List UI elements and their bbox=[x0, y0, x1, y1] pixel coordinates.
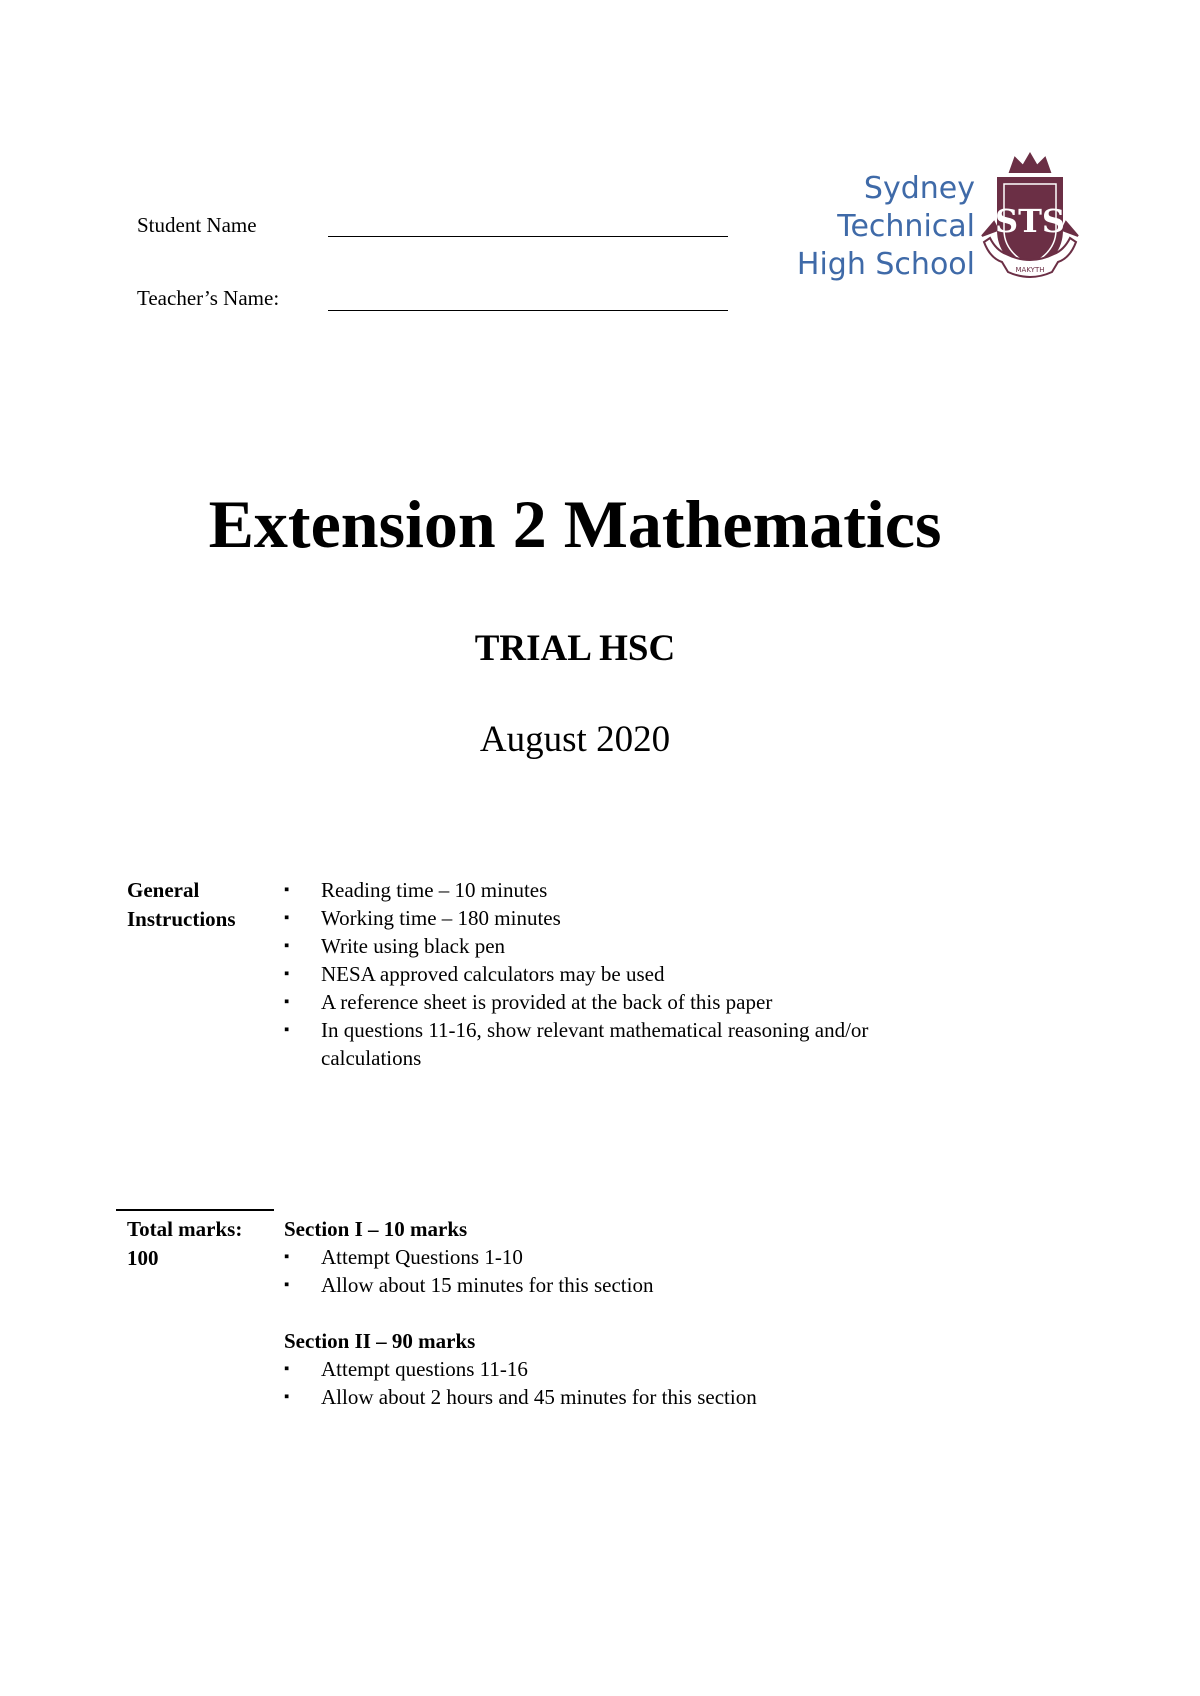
student-name-line[interactable] bbox=[328, 236, 728, 237]
section-2-heading: Section II – 90 marks bbox=[284, 1329, 476, 1353]
logo-line-3: High School bbox=[796, 247, 975, 282]
list-item: ▪ Attempt Questions 1-10 bbox=[284, 1245, 523, 1269]
list-item: ▪ NESA approved calculators may be used bbox=[284, 962, 665, 986]
exam-date: August 2020 bbox=[479, 719, 671, 760]
section-2-list bbox=[284, 1355, 984, 1411]
crest-motto: MAKYTH bbox=[1015, 266, 1045, 274]
school-logo bbox=[790, 150, 1085, 285]
general-instructions-list bbox=[284, 876, 984, 1072]
section-1-list bbox=[284, 1243, 984, 1299]
list-item: ▪ Write using black pen bbox=[284, 934, 506, 958]
list-item: ▪ Allow about 2 hours and 45 minutes for this section bbox=[284, 1385, 757, 1409]
section-1-heading: Section I – 10 marks bbox=[284, 1217, 468, 1241]
total-marks-heading: Total marks: 100 bbox=[127, 1217, 243, 1270]
general-instructions-heading: General Instructions bbox=[127, 878, 236, 931]
total-marks-rule bbox=[116, 1209, 274, 1211]
logo-line-2: Technical bbox=[837, 209, 975, 244]
teacher-name-label: Teacher’s Name: bbox=[137, 286, 280, 310]
list-item: ▪ A reference sheet is provided at the back of this paper bbox=[284, 990, 773, 1014]
list-item: ▪ Reading time – 10 minutes bbox=[284, 878, 548, 902]
list-item: ▪ Working time – 180 minutes bbox=[284, 906, 561, 930]
exam-subtitle: TRIAL HSC bbox=[474, 628, 676, 669]
student-name-label: Student Name bbox=[137, 213, 257, 237]
logo-line-1: Sydney bbox=[863, 171, 975, 206]
exam-title: Extension 2 Mathematics bbox=[208, 486, 942, 562]
school-crest-icon bbox=[980, 150, 1080, 285]
list-item: ▪ Allow about 15 minutes for this section bbox=[284, 1273, 654, 1297]
list-item: ▪ Attempt questions 11-16 bbox=[284, 1357, 528, 1381]
list-item: ▪ In questions 11-16, show relevant mathematical reasoning and/or calculations bbox=[284, 1018, 869, 1070]
teacher-name-line[interactable] bbox=[328, 310, 728, 311]
crest-monogram: STS bbox=[994, 202, 1066, 240]
